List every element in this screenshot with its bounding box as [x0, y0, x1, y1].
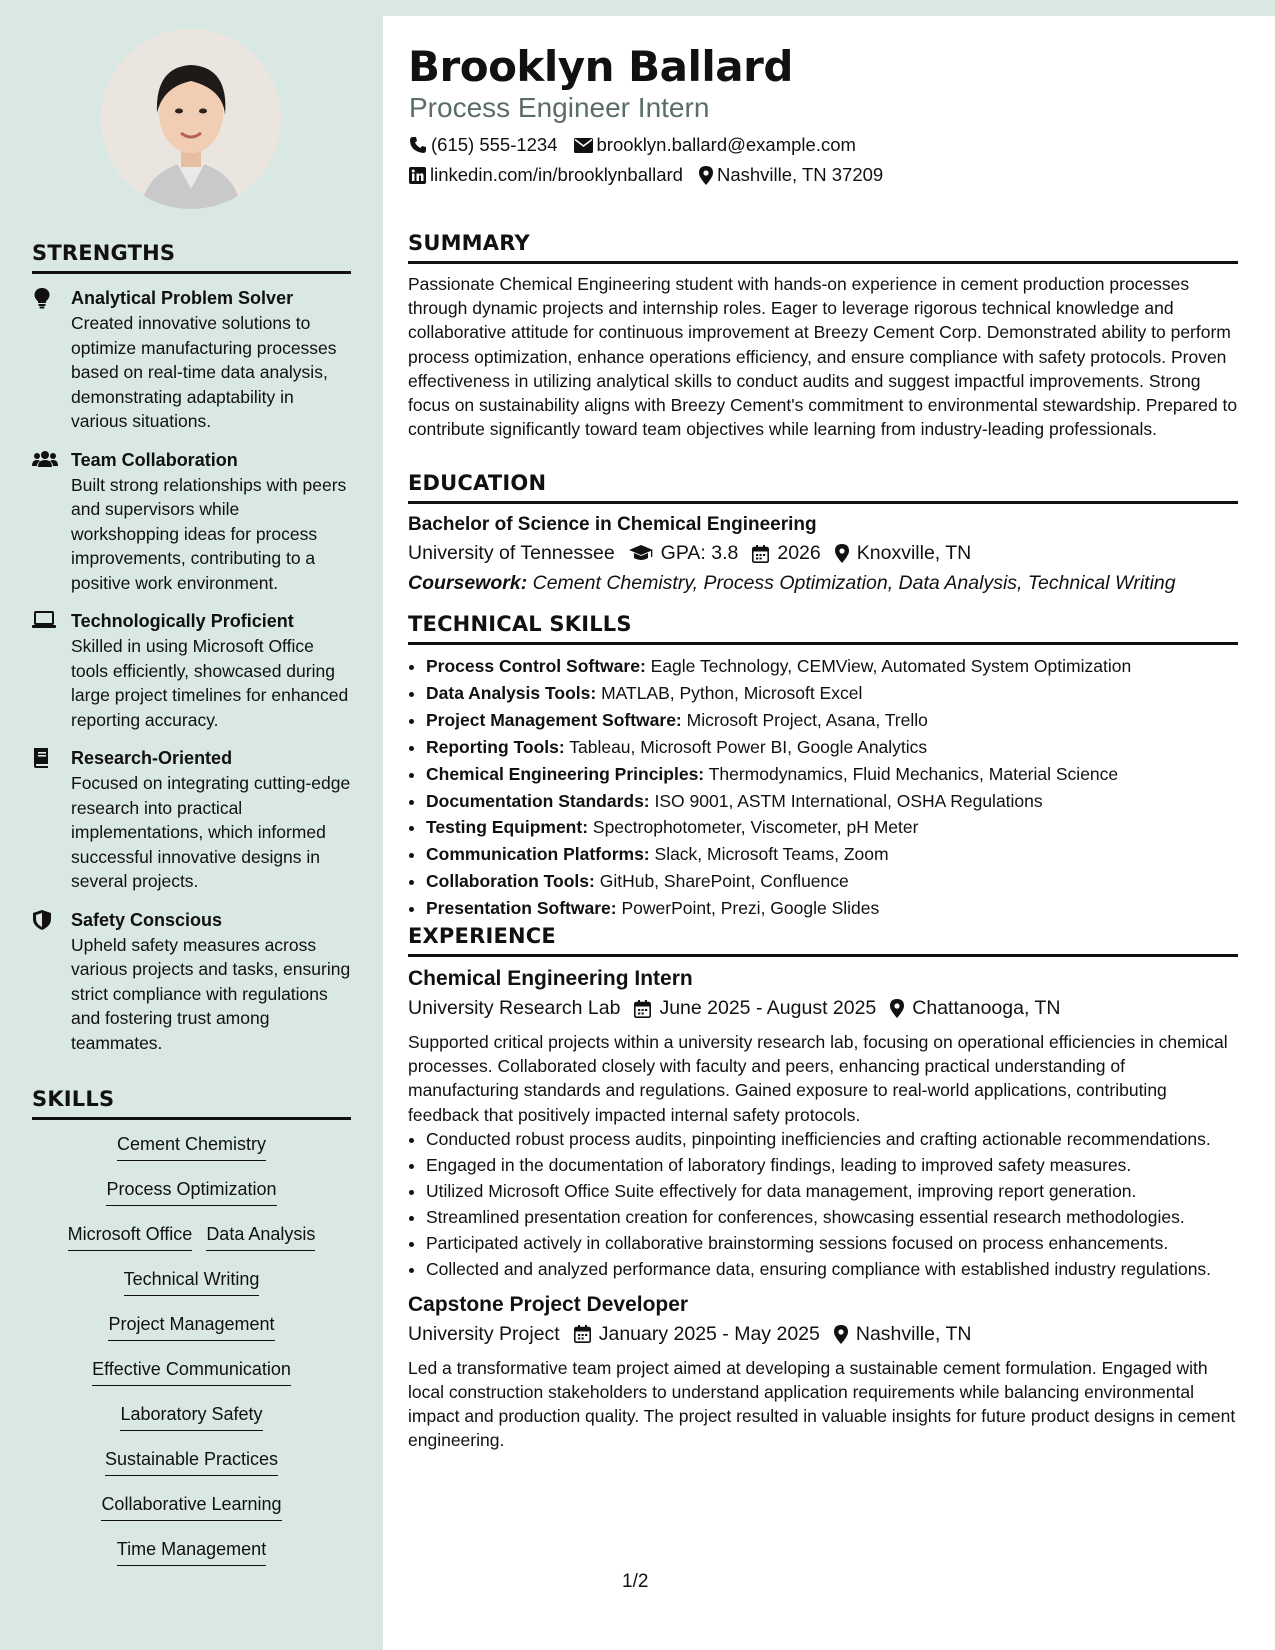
- summary-heading: SUMMARY: [408, 231, 1238, 264]
- skill-tag: Technical Writing: [124, 1267, 260, 1296]
- tech-skill-label: Project Management Software:: [426, 709, 682, 730]
- linkedin-item[interactable]: [409, 164, 683, 186]
- strength-desc: Skilled in using Microsoft Office tools efficiently, showcased during large project timelines for enhanced reporting accuracy.: [71, 636, 349, 730]
- skill-tag: Effective Communication: [92, 1357, 291, 1386]
- job-title: Chemical Engineering Intern: [408, 967, 693, 990]
- skill-tag: Time Management: [117, 1537, 266, 1566]
- skills-heading: SKILLS: [32, 1087, 351, 1120]
- job-location-item: [890, 997, 1060, 1020]
- lightbulb-icon: [32, 287, 56, 309]
- laptop-icon: [32, 610, 56, 632]
- school-name: University of Tennessee: [408, 542, 615, 564]
- tech-skill-value: MATLAB, Python, Microsoft Excel: [601, 682, 863, 703]
- tech-skill-value: GitHub, SharePoint, Confluence: [599, 871, 849, 892]
- phone-item: [409, 134, 558, 156]
- tech-skill-item: [426, 895, 1238, 922]
- job-dates-item: [634, 997, 876, 1020]
- tech-skill-label: Testing Equipment:: [426, 817, 589, 838]
- calendar-icon: [574, 1325, 591, 1343]
- skill-tag: Data Analysis: [206, 1222, 315, 1251]
- edu-location-item: [835, 542, 972, 565]
- edu-location-text: Knoxville, TN: [856, 542, 972, 564]
- calendar-icon: [634, 1000, 651, 1018]
- profile-photo: [101, 29, 281, 209]
- job-summary: Led a transformative team project aimed at developing a sustainable cement formulation. Engaged with local construction stakeholders to understand application requirements while balancing environmental impact and production quality. The project resulted in valuable insights for future product designs in cement engineering.: [408, 1357, 1236, 1451]
- job-dates-item: [574, 1323, 820, 1346]
- strength-desc: Upheld safety measures across various projects and tasks, ensuring strict compliance with regulations and fostering trust among teammates.: [71, 934, 351, 1053]
- job-bullet: • Participated actively in collaborative brainstorming sessions focused on process enhancements.: [426, 1231, 1238, 1255]
- main-content: [383, 16, 1275, 1650]
- tech-skill-value: PowerPoint, Prezi, Google Slides: [621, 898, 880, 919]
- location-item: [699, 164, 883, 186]
- job-bullet: • Streamlined presentation creation for conferences, showcasing essential research methodologies.: [426, 1205, 1238, 1229]
- strength-item: [32, 908, 351, 1056]
- calendar-icon: [752, 545, 769, 563]
- tech-skill-label: Communication Platforms:: [426, 844, 650, 865]
- education-meta: [408, 542, 1238, 565]
- education-section: [408, 471, 1238, 595]
- degree-title: Bachelor of Science in Chemical Engineering: [408, 514, 817, 535]
- strength-item: [32, 286, 351, 434]
- job-location-item: [834, 1323, 972, 1346]
- job-location: Nashville, TN: [855, 1322, 972, 1345]
- tech-skill-value: Microsoft Project, Asana, Trello: [686, 709, 928, 730]
- skill-tag: Project Management: [108, 1312, 274, 1341]
- tech-skill-item: [426, 788, 1238, 815]
- job-location: Chattanooga, TN: [912, 997, 1061, 1019]
- book-icon: [32, 747, 56, 769]
- map-pin-icon: [835, 544, 849, 563]
- email-item[interactable]: [574, 134, 856, 156]
- strength-desc: Built strong relationships with peers and supervisors while workshopping ideas for process improvements, contributing to a positive work environment.: [71, 474, 347, 593]
- map-pin-icon: [890, 999, 904, 1018]
- strength-desc: Focused on integrating cutting-edge research into practical implementations, which informed successful innovative designs in several projects.: [71, 773, 351, 891]
- tech-skill-item: [426, 680, 1238, 707]
- tech-skill-value: Slack, Microsoft Teams, Zoom: [654, 844, 889, 865]
- strength-desc: Created innovative solutions to optimize manufacturing processes based on real-time data analysis, demonstrating adaptability in various situations.: [71, 313, 337, 431]
- tech-skill-label: Data Analysis Tools:: [426, 682, 597, 703]
- summary-text: Passionate Chemical Engineering student with hands-on experience in cement production processes through dynamic projects and internship roles. Eager to leverage rigorous technical knowledge and collaborative attitude for continuous improvement at Breezy Cement Corp. Demonstrated ability to perform process optimization, enhance operations efficiency, and ensure compliance with safety protocols. Proven effectiveness in utilizing analytical skills to conduct audits and suggest impactful improvements. Strong focus on sustainability aligns with Breezy Cement's commitment to environmental stewardship. Prepared to contribute significantly toward team objectives while learning from industry-leading professionals.: [408, 274, 1238, 440]
- job-org: University Research Lab: [408, 997, 621, 1019]
- tech-skill-label: Presentation Software:: [426, 898, 617, 919]
- skill-tag: Process Optimization: [106, 1177, 276, 1206]
- tech-skill-value: Thermodynamics, Fluid Mechanics, Material Science: [708, 763, 1119, 784]
- coursework-label: Coursework:: [408, 572, 528, 594]
- skill-tag: Collaborative Learning: [101, 1492, 281, 1521]
- candidate-role: Process Engineer Intern: [409, 92, 710, 123]
- tech-skill-value: Eagle Technology, CEMView, Automated System Optimization: [650, 656, 1132, 676]
- experience-section: [408, 924, 1238, 1453]
- contact-row-2: [409, 164, 899, 186]
- skill-tag: Laboratory Safety: [120, 1402, 262, 1431]
- strength-title: Team Collaboration: [71, 449, 238, 470]
- strength-item: [32, 746, 351, 894]
- phone-icon: [409, 136, 427, 154]
- job-summary: Supported critical projects within a university research lab, focusing on operational efficiencies in chemical processes. Collaborated closely with faculty and peers, enhancing practical understanding of manufacturing standards and regulations. Gained exposure to real-world applications, contributing feedback that positively impacted internal safety protocols.: [408, 1032, 1228, 1125]
- technical-skills-heading: TECHNICAL SKILLS: [408, 612, 1238, 645]
- tech-skill-item: [426, 734, 1238, 761]
- job-bullet: • Engaged in the documentation of laboratory findings, leading to improved safety measures.: [426, 1153, 1238, 1177]
- skills-section: [32, 1087, 351, 1582]
- linkedin-icon: [409, 167, 426, 184]
- shield-icon: [32, 909, 56, 931]
- strength-title: Safety Conscious: [71, 909, 223, 930]
- strength-title: Analytical Problem Solver: [71, 288, 294, 308]
- skill-tag: Cement Chemistry: [117, 1132, 266, 1161]
- sidebar: [0, 0, 383, 1650]
- linkedin-link[interactable]: linkedin.com/in/brooklynballard: [430, 164, 683, 185]
- page-number: 1/2: [622, 1571, 649, 1592]
- strengths-section: [32, 241, 351, 1069]
- gpa-item: [629, 542, 739, 565]
- job-bullet: • Conducted robust process audits, pinpointing inefficiencies and crafting actionable recommendations.: [426, 1127, 1238, 1151]
- summary-section: [408, 231, 1238, 441]
- strength-title: Research-Oriented: [71, 748, 233, 768]
- tech-skill-value: Tableau, Microsoft Power BI, Google Analytics: [569, 736, 928, 757]
- tech-skill-item: [426, 761, 1238, 788]
- tech-skill-value: ISO 9001, ASTM International, OSHA Regulations: [654, 790, 1043, 811]
- graduation-cap-icon: [629, 545, 653, 562]
- users-icon: [32, 449, 56, 471]
- education-heading: EDUCATION: [408, 471, 1238, 504]
- tech-skill-item: [426, 653, 1238, 680]
- year-text: 2026: [777, 542, 821, 564]
- candidate-name: Brooklyn Ballard: [408, 42, 793, 91]
- technical-skills-section: [408, 612, 1238, 922]
- strength-title: Technologically Proficient: [71, 611, 294, 631]
- job-dates: January 2025 - May 2025: [598, 1322, 820, 1345]
- tech-skill-label: Documentation Standards:: [426, 790, 650, 811]
- job-meta: [408, 1323, 1238, 1346]
- email-link[interactable]: brooklyn.ballard@example.com: [596, 134, 856, 155]
- phone-text: (615) 555-1234: [431, 134, 558, 155]
- coursework: [408, 572, 1238, 595]
- tech-skill-item: [426, 707, 1238, 734]
- year-item: [752, 542, 820, 565]
- experience-heading: EXPERIENCE: [408, 924, 1238, 957]
- skill-tag: Microsoft Office: [68, 1222, 193, 1251]
- gpa-text: GPA: 3.8: [660, 542, 739, 564]
- job-dates: June 2025 - August 2025: [659, 997, 877, 1019]
- strength-item: [32, 609, 351, 732]
- tech-skill-item: [426, 841, 1238, 868]
- job-org: University Project: [408, 1322, 560, 1345]
- job-bullet: • Utilized Microsoft Office Suite effectively for data management, improving report generation.: [426, 1179, 1238, 1203]
- strength-item: [32, 448, 351, 596]
- tech-skill-label: Process Control Software:: [426, 656, 646, 676]
- strengths-heading: STRENGTHS: [32, 241, 351, 274]
- tech-skill-item: [426, 868, 1238, 895]
- location-text: Nashville, TN 37209: [716, 164, 884, 185]
- map-pin-icon: [834, 1325, 848, 1344]
- map-pin-icon: [699, 166, 713, 185]
- coursework-text: Cement Chemistry, Process Optimization, Data Analysis, Technical Writing: [532, 572, 1176, 594]
- tech-skill-label: Reporting Tools:: [426, 736, 565, 757]
- job-meta: [408, 997, 1238, 1020]
- tech-skill-label: Collaboration Tools:: [426, 871, 595, 892]
- contact-row-1: [409, 134, 872, 156]
- tech-skill-value: Spectrophotometer, Viscometer, pH Meter: [592, 817, 919, 838]
- tech-skill-item: [426, 814, 1238, 841]
- skill-tag: Sustainable Practices: [105, 1447, 278, 1476]
- envelope-icon: [574, 138, 593, 153]
- job-title: Capstone Project Developer: [408, 1292, 689, 1316]
- job-bullet: • Collected and analyzed performance data, ensuring compliance with established industry regulations.: [426, 1257, 1238, 1281]
- tech-skill-label: Chemical Engineering Principles:: [426, 763, 705, 784]
